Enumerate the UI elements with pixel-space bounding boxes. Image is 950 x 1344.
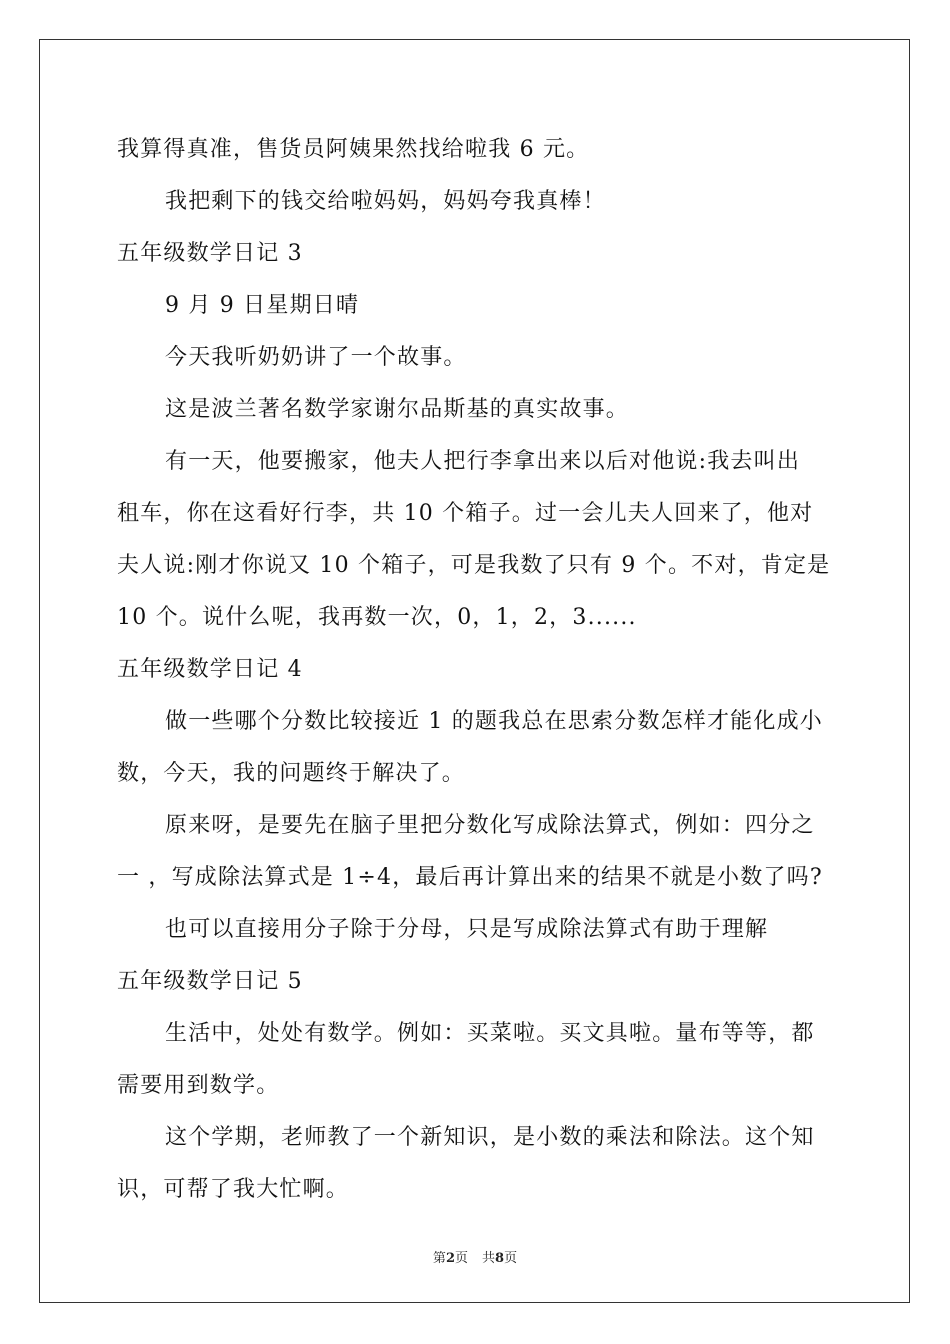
footer-page-number: 2 — [445, 1251, 455, 1266]
text-line: 需要用到数学。 — [117, 1073, 280, 1098]
text-line: 10 个。说什么呢，我再数一次，0，1，2，3...... — [117, 605, 637, 630]
text-line: 识，可帮了我大忙啊。 — [117, 1177, 350, 1202]
section-heading: 五年级数学日记 4 — [117, 657, 303, 682]
text-line: 我把剩下的钱交给啦妈妈，妈妈夸我真棒！ — [165, 189, 606, 214]
text-line: 做一些哪个分数比较接近 1 的题我总在思索分数怎样才能化成小 — [165, 709, 823, 734]
text-line: 租车，你在这看好行李，共 10 个箱子。过一会儿夫人回来了，他对 — [117, 501, 814, 526]
text-line: 今天我听奶奶讲了一个故事。 — [165, 345, 467, 370]
text-line: 数，今天，我的问题终于解决了。 — [117, 761, 466, 786]
footer-total-suffix: 页 — [504, 1251, 518, 1266]
document-body — [117, 124, 837, 1216]
page-footer — [0, 1247, 950, 1266]
text-line: 原来呀，是要先在脑子里把分数化写成除法算式，例如：四分之 — [165, 813, 815, 838]
footer-total-prefix: 共 — [482, 1251, 496, 1266]
text-line: 夫人说:刚才你说又 10 个箱子，可是我数了只有 9 个。不对，肯定是 — [117, 553, 831, 578]
footer-total-number: 8 — [495, 1251, 505, 1266]
footer-page-suffix: 页 — [454, 1251, 468, 1266]
text-line: 9 月 9 日星期日晴 — [165, 293, 360, 318]
text-line: 这个学期，老师教了一个新知识，是小数的乘法和除法。这个知 — [165, 1125, 815, 1150]
section-heading: 五年级数学日记 3 — [117, 241, 303, 266]
text-line: 我算得真准，售货员阿姨果然找给啦我 6 元。 — [117, 137, 590, 162]
text-line: 一 ，写成除法算式是 1÷4，最后再计算出来的结果不就是小数了吗? — [117, 865, 823, 890]
text-line: 有一天，他要搬家，他夫人把行李拿出来以后对他说:我去叫出 — [165, 449, 801, 474]
text-line: 生活中，处处有数学。例如：买菜啦。买文具啦。量布等等，都 — [165, 1021, 815, 1046]
footer-page-prefix: 第 — [432, 1251, 446, 1266]
text-line: 这是波兰著名数学家谢尔品斯基的真实故事。 — [165, 397, 630, 422]
text-line: 也可以直接用分子除于分母，只是写成除法算式有助于理解 — [165, 917, 769, 942]
section-heading: 五年级数学日记 5 — [117, 969, 303, 994]
